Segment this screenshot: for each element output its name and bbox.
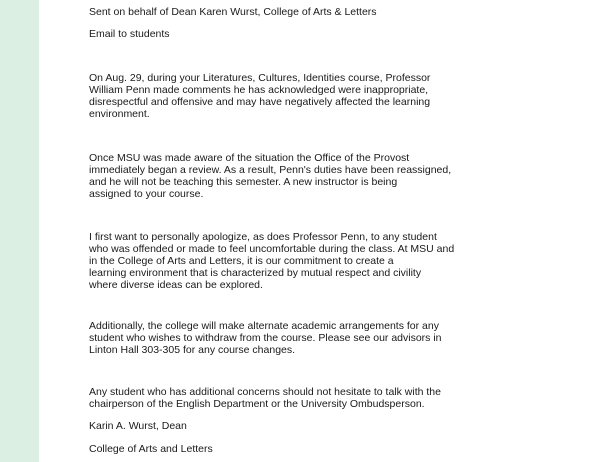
paragraph-line: in the College of Arts and Letters, it is our commitment to create a: [89, 255, 394, 267]
paragraph-apology: [89, 231, 454, 291]
paragraph-line: learning environment that is characterized by mutual respect and civility: [89, 267, 422, 279]
paragraph-line: where diverse ideas can be explored.: [89, 279, 263, 291]
paragraph-line: William Penn made comments he has acknowledged were inappropriate,: [89, 84, 429, 96]
paragraph-line: On Aug. 29, during your Literatures, Cultures, Identities course, Professor: [89, 72, 431, 84]
paragraph-line: Any student who has additional concerns should not hesitate to talk with the: [89, 386, 441, 398]
paragraph-arrangements: [89, 320, 442, 356]
paragraph-line: student who wishes to withdraw from the course. Please see our advisors in: [89, 332, 442, 344]
signature-name: Karin A. Wurst, Dean: [89, 420, 187, 432]
paragraph-line: Linton Hall 303-305 for any course changes.: [89, 344, 296, 356]
paragraph-line: assigned to your course.: [89, 188, 204, 200]
paragraph-review: [89, 152, 451, 200]
sent-on-behalf-line: Sent on behalf of Dean Karen Wurst, College of Arts & Letters: [89, 6, 377, 18]
paragraph-line: who was offended or made to feel uncomfortable during the class. At MSU and: [89, 243, 455, 255]
left-margin-strip: [0, 0, 39, 462]
paragraph-line: immediately began a review. As a result, Penn's duties have been reassigned,: [89, 164, 452, 176]
paragraph-line: chairperson of the English Department or the University Ombudsperson.: [89, 398, 425, 410]
paragraph-line: Once MSU was made aware of the situation the Office of the Provost: [89, 152, 410, 164]
paragraph-line: I first want to personally apologize, as does Professor Penn, to any student: [89, 231, 437, 243]
email-page: [39, 0, 600, 462]
paragraph-incident: [89, 72, 430, 120]
signature-college: College of Arts and Letters: [89, 443, 213, 455]
paragraph-concerns: [89, 386, 441, 410]
paragraph-line: Additionally, the college will make alternate academic arrangements for any: [89, 320, 439, 332]
paragraph-line: and he will not be teaching this semester. A new instructor is being: [89, 176, 398, 188]
paragraph-line: environment.: [89, 108, 150, 120]
email-to-line: Email to students: [89, 28, 170, 40]
paragraph-line: disrespectful and offensive and may have negatively affected the learning: [89, 96, 431, 108]
